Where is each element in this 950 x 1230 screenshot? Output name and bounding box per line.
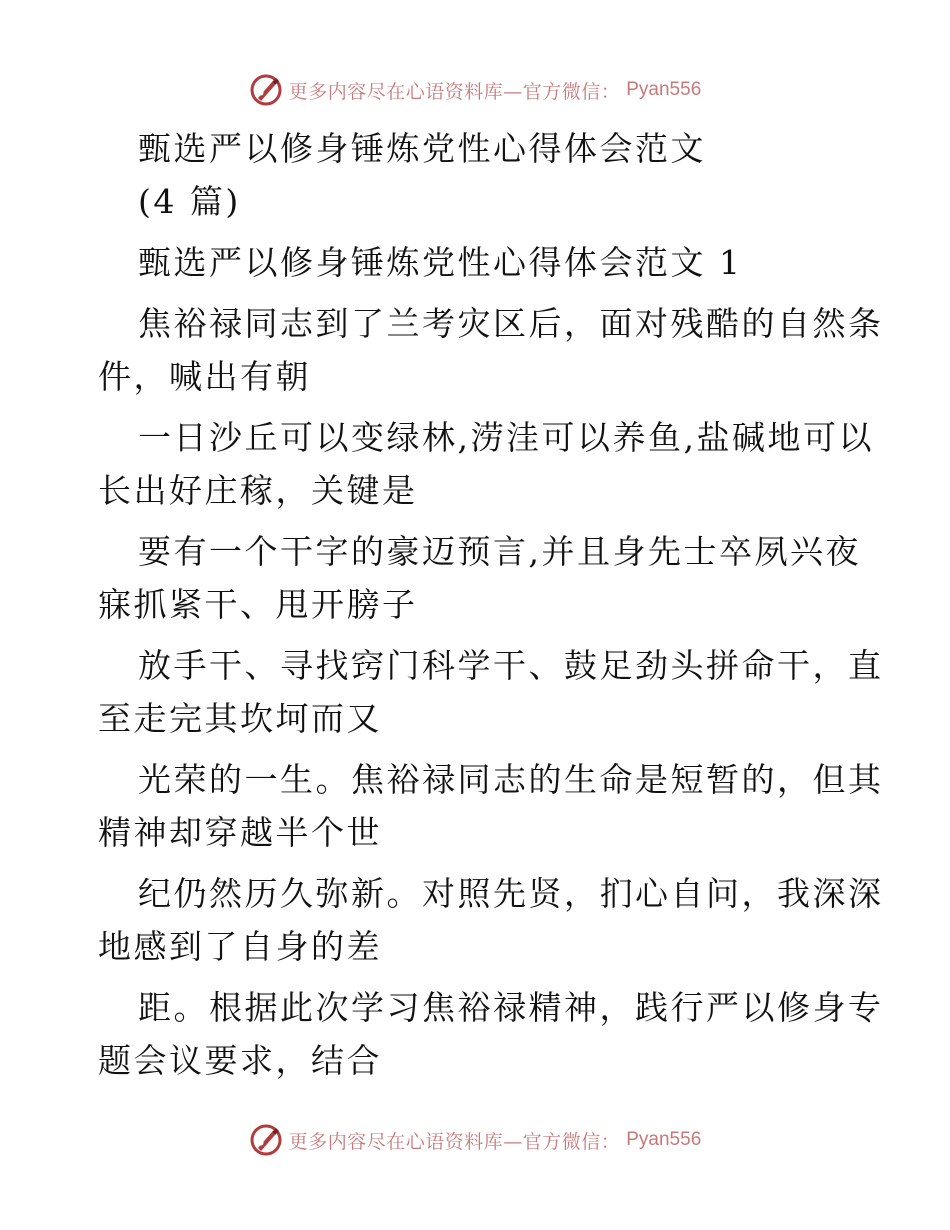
brand-logo-icon [249, 73, 283, 107]
paragraph-line: 精神却穿越半个世 [98, 813, 382, 852]
paragraph-line: 焦裕禄同志到了兰考灾区后，面对残酷的自然条 [138, 304, 884, 343]
header-watermark-banner [0, 70, 950, 110]
paragraph-line: 纪仍然历久弥新。对照先贤，扪心自问，我深深 [138, 874, 884, 913]
section-heading: 甄选严以修身锤炼党性心得体会范文 1 [138, 243, 743, 282]
doc-title-line-2: (4 篇) [138, 182, 241, 221]
paragraph-line: 长出好庄稼，关键是 [98, 471, 418, 510]
paragraph-line: 题会议要求，结合 [98, 1041, 382, 1080]
brand-logo-icon [249, 1123, 283, 1157]
footer-watermark-banner [0, 1120, 950, 1160]
paragraph-line: 一日沙丘可以变绿林,涝洼可以养鱼,盐碱地可以 [138, 418, 874, 457]
watermark-account: Pyan556 [626, 79, 702, 100]
paragraph-line: 件，喊出有朝 [98, 357, 311, 396]
paragraph-line: 光荣的一生。焦裕禄同志的生命是短暂的，但其 [138, 760, 884, 799]
watermark-text: 更多内容尽在心语资料库—官方微信： [288, 1130, 621, 1153]
watermark-account: Pyan556 [626, 1129, 702, 1150]
doc-title-line-1: 甄选严以修身锤炼党性心得体会范文 [138, 129, 706, 168]
watermark-text: 更多内容尽在心语资料库—官方微信： [288, 80, 621, 103]
paragraph-line: 距。根据此次学习焦裕禄精神，践行严以修身专 [138, 988, 884, 1027]
paragraph-line: 地感到了自身的差 [98, 927, 382, 966]
document-body [98, 122, 884, 1087]
paragraph-line: 要有一个干字的豪迈预言,并且身先士卒夙兴夜 [138, 532, 861, 571]
paragraph-line: 至走完其坎坷而又 [98, 699, 382, 738]
paragraph-line: 放手干、寻找窍门科学干、鼓足劲头拼命干，直 [138, 646, 884, 685]
paragraph-line: 寐抓紧干、甩开膀子 [98, 585, 418, 624]
